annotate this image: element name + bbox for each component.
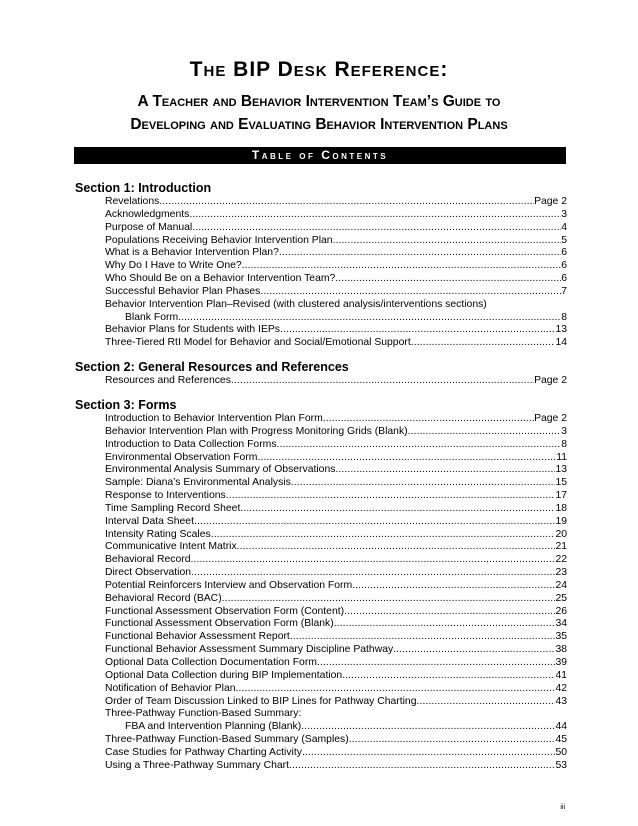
dot-leader (236, 683, 556, 696)
section-heading: Section 3: Forms (75, 397, 177, 412)
toc-entry-page: 38 (555, 644, 567, 656)
toc-entry-title: Case Studies for Pathway Charting Activity (105, 746, 302, 758)
dot-leader (323, 413, 534, 426)
toc-entry-title: Populations Receiving Behavior Intervention Plan (105, 234, 333, 246)
toc-entry-page: 18 (555, 502, 567, 514)
toc-entry-title: Intensity Rating Scales (105, 528, 211, 540)
toc-entry[interactable] (105, 657, 567, 670)
toc-entry[interactable] (105, 644, 567, 657)
toc-entry-page: 6 (561, 273, 567, 285)
toc-entry[interactable] (105, 286, 567, 299)
dot-leader (352, 580, 555, 593)
toc-entry-title: Successful Behavior Plan Phases (105, 285, 261, 297)
toc-entry-page: 11 (556, 451, 567, 463)
dot-leader (240, 503, 555, 516)
dot-leader (334, 618, 556, 631)
subtitle-line-1: A Teacher and Behavior Intervention Team’s Guide to (137, 93, 501, 110)
dot-leader (333, 235, 562, 248)
toc-entry-page: 24 (555, 579, 567, 591)
toc-entry[interactable] (105, 747, 567, 760)
toc-entry-title: FBA and Intervention Planning (Blank) (125, 721, 302, 733)
dot-leader (257, 452, 556, 465)
dot-leader (393, 644, 555, 657)
dot-leader (335, 273, 561, 286)
toc-entry-page: 26 (555, 605, 567, 617)
toc-entry-page: Page 2 (534, 196, 567, 207)
toc-entry[interactable] (105, 554, 567, 567)
toc-entry[interactable] (105, 439, 567, 452)
dot-leader (237, 541, 556, 554)
toc-entry-title: Introduction to Behavior Intervention Plan Form (105, 412, 323, 424)
toc-entry-title: Communicative Intent Matrix (105, 541, 237, 553)
toc-entry-page: 17 (555, 490, 567, 502)
dot-leader (411, 337, 556, 350)
toc-entry-page: 8 (561, 311, 567, 323)
dot-leader (260, 286, 561, 299)
toc-entry-page: 3 (561, 208, 567, 220)
dot-leader (301, 721, 555, 734)
toc-entry[interactable] (105, 222, 567, 235)
toc-entry[interactable] (105, 631, 567, 644)
toc-entry-page: 23 (555, 567, 567, 579)
toc-entry-title: Three-Pathway Function-Based Summary (Samples) (105, 734, 349, 746)
toc-entry-page: 3 (561, 425, 567, 437)
dot-leader (417, 696, 556, 709)
toc-entry[interactable] (105, 490, 567, 503)
toc-entry[interactable] (105, 734, 567, 747)
dot-leader (277, 439, 562, 452)
document-title: The BIP Desk Reference: (189, 58, 449, 81)
dot-leader (279, 247, 561, 260)
toc-entry-title: Direct Observation (105, 567, 192, 579)
toc-section (75, 181, 567, 350)
toc-entry[interactable] (105, 567, 567, 580)
toc-entry-page: 35 (555, 631, 567, 643)
dot-leader (191, 567, 555, 580)
toc-entry-title: Functional Assessment Observation Form (Content) (105, 605, 345, 617)
toc-entry[interactable] (105, 606, 567, 619)
dot-leader (344, 606, 555, 619)
toc-entry-page: 41 (555, 669, 567, 681)
dot-leader (226, 490, 556, 503)
dot-leader (222, 593, 556, 606)
toc-entry-title: Notification of Behavior Plan (105, 682, 236, 694)
toc-entry[interactable] (105, 580, 567, 593)
toc-entry-title: Functional Assessment Observation Form (Blank) (105, 618, 334, 630)
toc-entry-title: Functional Behavior Assessment Report (105, 631, 290, 643)
toc-entry-title: Response to Interventions (105, 490, 226, 502)
toc-entry-title: Behavioral Record (BAC) (105, 592, 222, 604)
dot-leader (178, 312, 561, 325)
dot-leader (231, 375, 534, 388)
toc-entry[interactable] (105, 426, 567, 439)
toc-entry-page: 14 (555, 337, 567, 349)
toc-entry[interactable] (105, 324, 567, 337)
toc-entry-title: Time Sampling Record Sheet (105, 502, 241, 514)
toc-entry[interactable] (105, 247, 567, 260)
toc-entry-title: Behavior Intervention Plan with Progress Monitoring Grids (Blank) (105, 425, 408, 437)
toc-entry[interactable] (105, 452, 567, 465)
dot-leader (408, 426, 562, 439)
toc-entry-title: Introduction to Data Collection Forms (105, 438, 277, 450)
toc-entry[interactable] (105, 760, 567, 773)
toc-entry-title: Purpose of Manual (105, 221, 193, 233)
toc-entry-page: Page 2 (534, 375, 567, 387)
toc-entry[interactable] (105, 209, 567, 222)
toc-entry[interactable] (105, 503, 567, 516)
toc-entry[interactable] (105, 529, 567, 542)
toc-entry-page: 13 (555, 324, 567, 336)
toc-entry[interactable] (125, 721, 567, 734)
toc-entry-page: 7 (561, 285, 567, 297)
toc-entry-page: 8 (561, 438, 567, 450)
dot-leader (211, 529, 556, 542)
dot-leader (280, 324, 555, 337)
toc-entry[interactable] (105, 337, 567, 350)
toc-entry[interactable] (105, 670, 567, 683)
toc-entry-title: Order of Team Discussion Linked to BIP Lines for Pathway Charting (105, 695, 417, 707)
toc-entry[interactable] (105, 683, 567, 696)
toc-entry-page: 43 (555, 695, 567, 707)
toc-entry[interactable] (105, 516, 567, 529)
toc-entry-title: Three-Tiered RtI Model for Behavior and Social/Emotional Support (105, 337, 411, 349)
toc-entry-page: 6 (561, 247, 567, 259)
toc-entry-title: Functional Behavior Assessment Summary Discipline Pathway (105, 644, 394, 656)
toc-entry-title: What is a Behavior Intervention Plan? (105, 247, 279, 259)
toc-entry-page: 15 (555, 477, 567, 489)
toc-entry-title: Resources and References (105, 375, 231, 387)
dot-leader (291, 477, 556, 490)
dot-leader (192, 222, 561, 235)
toc-entry[interactable]: Behavior Intervention Plan–Revised (with clustered analysis/interventions sections) (105, 298, 487, 310)
toc-entry-page: 50 (555, 746, 567, 758)
toc-entry-title: Acknowledgments (105, 208, 190, 220)
toc-entry[interactable] (105, 618, 567, 631)
dot-leader (342, 670, 555, 683)
toc-entry-title: Environmental Observation Form (105, 451, 258, 463)
toc-entry[interactable] (105, 260, 567, 273)
toc-entry[interactable] (105, 477, 567, 490)
toc-entry-page: 13 (555, 464, 567, 476)
dot-leader (349, 734, 556, 747)
page-number: iii (560, 804, 565, 811)
toc-entry-page: 4 (561, 221, 567, 233)
toc-entry-page: 22 (555, 554, 567, 566)
section-heading: Section 2: General Resources and References (75, 360, 349, 375)
toc-entry-page: 42 (555, 682, 567, 694)
toc-entry-title: Blank Form (125, 311, 179, 323)
toc-entry[interactable] (105, 235, 567, 248)
toc-entry-title: Sample: Diana’s Environmental Analysis (105, 477, 291, 489)
toc-entry-title: Behavior Plans for Students with IEPs (105, 324, 280, 336)
dot-leader (317, 657, 555, 670)
toc-entry[interactable]: Three-Pathway Function-Based Summary: (105, 708, 302, 720)
toc-entry-page: 6 (561, 260, 567, 272)
toc-entry-page: 44 (555, 721, 567, 733)
dot-leader (194, 516, 555, 529)
toc-entry-title: Behavioral Record (105, 554, 191, 566)
toc-entry-title: Using a Three-Pathway Summary Chart (105, 759, 290, 771)
toc-section (75, 360, 567, 388)
toc-heading-bar: Table of Contents (74, 147, 566, 164)
toc-entry[interactable] (105, 593, 567, 606)
toc-entry-page: 39 (555, 657, 567, 668)
toc-entry-title: Why Do I Have to Write One? (105, 260, 242, 272)
toc-entry[interactable] (105, 696, 567, 709)
dot-leader (289, 760, 555, 773)
toc-entry-title: Who Should Be on a Behavior Intervention Team? (105, 273, 336, 285)
toc-entry[interactable] (105, 375, 567, 388)
toc-entry-title: Optional Data Collection during BIP Implementation (105, 669, 343, 681)
dot-leader (189, 209, 561, 222)
dot-leader (159, 196, 534, 209)
dot-leader (190, 554, 555, 567)
dot-leader (290, 631, 556, 644)
toc-entry-title: Interval Data Sheet (105, 515, 194, 527)
section-heading: Section 1: Introduction (75, 181, 212, 195)
toc-entry-page: 20 (555, 528, 567, 540)
toc-entry-page: Page 2 (534, 412, 567, 424)
dot-leader (335, 464, 555, 477)
toc-entry-page: 45 (555, 734, 567, 746)
toc-entry[interactable] (125, 312, 567, 325)
table-of-contents (75, 181, 567, 773)
toc-entry-page: 5 (561, 234, 567, 246)
toc-entry[interactable] (105, 464, 567, 477)
toc-entry[interactable] (105, 196, 567, 209)
toc-entry-page: 19 (555, 515, 567, 527)
subtitle-line-2: Developing and Evaluating Behavior Intervention Plans (130, 116, 508, 133)
toc-entry-title: Potential Reinforcers Interview and Observation Form (105, 579, 353, 591)
dot-leader (302, 747, 556, 760)
toc-entry-title: Optional Data Collection Documentation Form (105, 657, 317, 668)
toc-entry-page: 21 (555, 541, 567, 553)
toc-entry[interactable] (105, 541, 567, 554)
toc-entry-page: 34 (555, 618, 567, 630)
toc-entry-title: Environmental Analysis Summary of Observations (105, 464, 336, 476)
toc-entry-page: 53 (555, 759, 567, 771)
toc-entry-title: Revelations (105, 196, 160, 207)
toc-entry[interactable] (105, 413, 567, 426)
dot-leader (242, 260, 562, 273)
toc-entry[interactable] (105, 273, 567, 286)
toc-section (75, 398, 567, 773)
toc-entry-page: 25 (555, 592, 567, 604)
